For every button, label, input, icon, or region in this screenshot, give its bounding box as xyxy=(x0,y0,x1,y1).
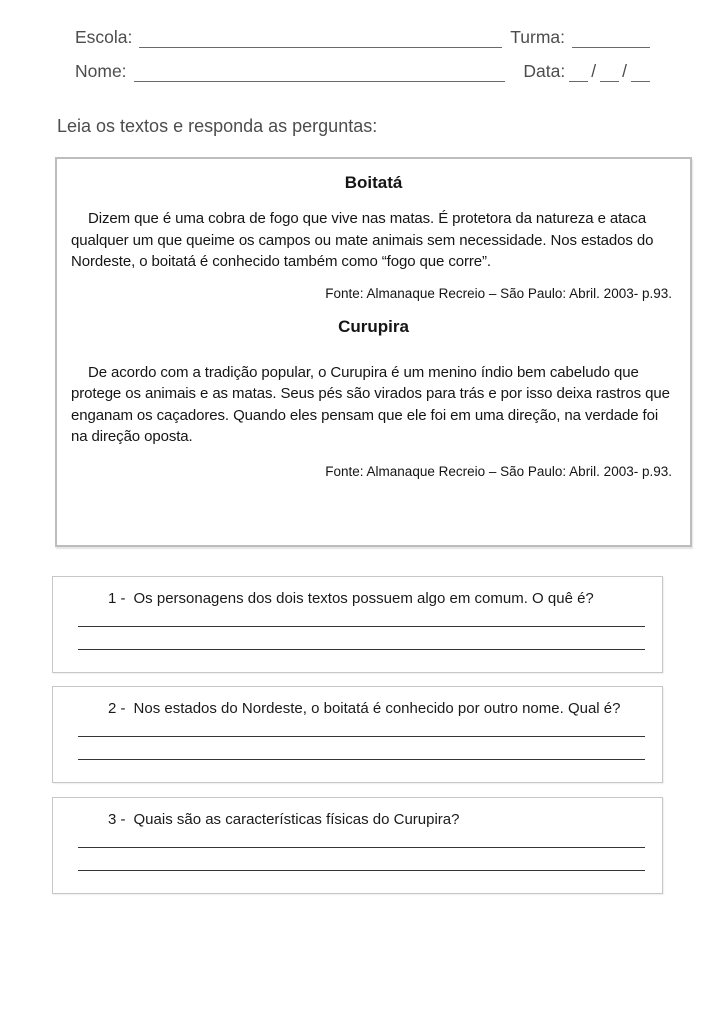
reading-texts-box xyxy=(55,157,692,547)
text-source-curupira: Fonte: Almanaque Recreio – São Paulo: Abril. 2003- p.93. xyxy=(325,463,672,479)
question-1-label: Os personagens dos dois textos possuem algo em comum. O quê é? xyxy=(133,590,594,607)
instruction-text: Leia os textos e responda as perguntas: xyxy=(57,116,378,136)
escola-label: Escola: xyxy=(75,27,133,47)
question-2-number: 2 - xyxy=(108,700,126,717)
escola-blank-line xyxy=(139,31,502,48)
nome-blank-line xyxy=(134,65,506,82)
text-body-boitata: Dizem que é uma cobra de fogo que vive nas matas. É protetora da natureza e ataca qualquer um que queime os campos ou mate animais sem necessidade. Nos estados do Nordeste, o boitatá é conhecido também como “fogo que corre”. xyxy=(71,210,654,270)
turma-label: Turma: xyxy=(510,27,565,47)
text-title-boitata: Boitatá xyxy=(344,173,403,192)
text-source-boitata: Fonte: Almanaque Recreio – São Paulo: Abril. 2003- p.93. xyxy=(325,285,672,301)
question-2-label: Nos estados do Nordeste, o boitatá é conhecido por outro nome. Qual é? xyxy=(133,700,621,717)
data-label: Data: xyxy=(523,61,566,81)
question-2-answer-line-1 xyxy=(78,736,645,737)
header-row-nome-data xyxy=(75,60,650,82)
question-1-text xyxy=(108,590,646,607)
question-1-number: 1 - xyxy=(108,590,126,607)
question-3-label: Quais são as características físicas do Curupira? xyxy=(133,811,460,828)
question-box-3 xyxy=(52,797,663,894)
data-day-blank-line xyxy=(569,65,588,82)
data-slash: / xyxy=(591,61,597,81)
question-3-answer-line-1 xyxy=(78,847,645,848)
nome-label: Nome: xyxy=(75,61,127,81)
question-box-2 xyxy=(52,686,663,783)
question-3-number: 3 - xyxy=(108,811,126,828)
question-3-answer-line-2 xyxy=(78,870,645,871)
question-box-1 xyxy=(52,576,663,673)
text-body-curupira: De acordo com a tradição popular, o Curupira é um menino índio bem cabeludo que protege os animais e as matas. Seus pés são virados para trás e por isso deixa rastros que enganam os caçadores. Quando eles pensam que ele foi em uma direção, na verdade foi na direção oposta. xyxy=(71,363,670,445)
header-row-escola-turma xyxy=(75,26,650,48)
turma-blank-line xyxy=(572,31,650,48)
data-slash: / xyxy=(622,61,627,81)
data-year-blank-line xyxy=(631,65,650,82)
data-month-blank-line xyxy=(600,65,619,82)
question-2-text xyxy=(108,700,646,717)
question-3-text xyxy=(108,811,646,828)
question-2-answer-line-2 xyxy=(78,759,645,760)
question-1-answer-line-1 xyxy=(78,626,645,627)
text-title-curupira: Curupira xyxy=(338,316,409,336)
question-1-answer-line-2 xyxy=(78,649,645,650)
